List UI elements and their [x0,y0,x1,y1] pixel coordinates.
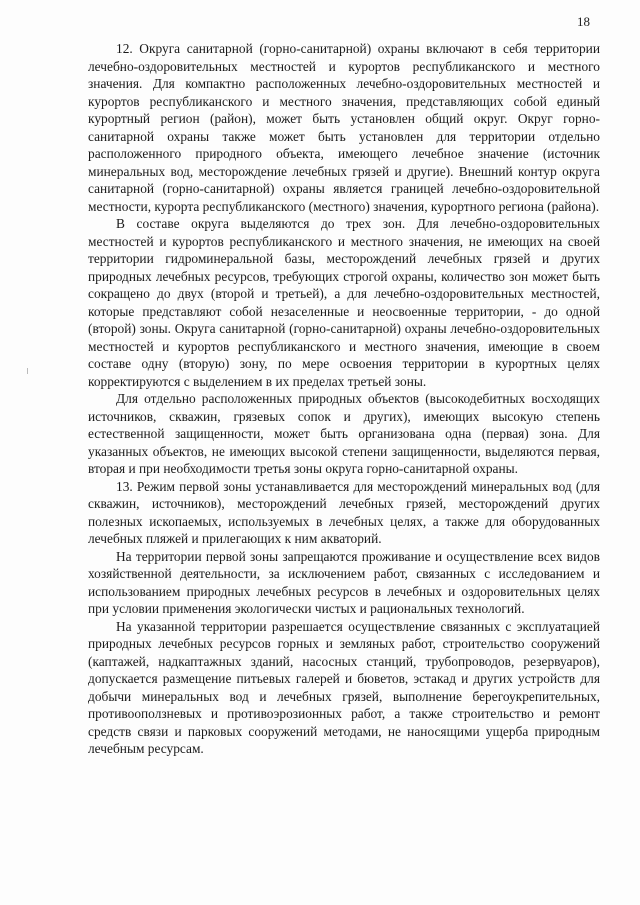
page-number: 18 [577,14,590,29]
paragraph-12: 12. Округа санитарной (горно-санитарной) охраны включают в себя территории лечебно-оздоровительных местностей и курортов республиканского и местного значения. Для компактно расположенных лечебно-оздоровительных местностей и курортов республиканского и местного значения, представляющих собой единый курортный регион (район), может быть установлен общий округ. Округ горно-санитарной охраны также может быть установлен для территории отдельно расположенного природного объекта, имеющего лечебное значение (источник минеральных вод, месторождение лечебных грязей и другие). Внешний контур округа санитарной (горно-санитарной) охраны является границей лечебно-оздоровительной местности, курорта республиканского (местного) значения, курортного региона (района). [88,41,600,214]
document-body [88,40,600,758]
paragraph-natural-objects: Для отдельно расположенных природных объектов (высокодебитных восходящих источников, скважин, грязевых сопок и других), имеющих высокую степень естественной защищенности, может быть организована одна (первая) зона. Для указанных объектов, не имеющих высокой степени защищенности, выделяются первая, вторая и при необходимости третья зоны округа горно-санитарной охраны. [88,391,600,476]
paragraph-zones: В составе округа выделяются до трех зон. Для лечебно-оздоровительных местностей и курортов республиканского и местного значения, не имеющих на своей территории гидроминеральной базы, месторождений лечебных грязей и других природных лечебных ресурсов, требующих строгой охраны, количество зон может быть сокращено до двух (второй и третьей), а для лечебно-оздоровительных местностей, которые представляют собой незаселенные и неосвоенные территории, - до одной (второй) зоны. Округа санитарной (горно-санитарной) охраны лечебно-оздоровительных местностей и курортов республиканского и местного значения, имеющие в своем составе одну (вторую) зону, по мере освоения территории в курортных целях корректируются с выделением в их пределах третьей зоны. [88,216,600,389]
paragraph-13: 13. Режим первой зоны устанавливается для месторождений минеральных вод (для скважин, источников), месторождений лечебных грязей, месторождений других полезных ископаемых, используемых в лечебных целях, а также для оборудованных лечебных пляжей и прилегающих к ним акваторий. [88,478,600,546]
paragraph-first-zone-permissions: На указанной территории разрешается осуществление связанных с эксплуатацией природных лечебных ресурсов горных и земляных работ, строительство сооружений (каптажей, надкаптажных зданий, насосных станций, трубопроводов, резервуаров), допускается размещение питьевых галерей и бюветов, эстакад и других устройств для добычи минеральных вод и лечебных грязей, выполнение берегоукрепительных, противооползневых и противоэрозионных работ, а также строительство и ремонт средств связи и парковых сооружений методами, не наносящими ущерба природным лечебным ресурсам. [88,618,600,756]
paragraph-first-zone-prohibitions: На территории первой зоны запрещаются проживание и осуществление всех видов хозяйственной деятельности, за исключением работ, связанных с исследованием и использованием природных лечебных ресурсов в лечебных и оздоровительных целях при условии применения экологически чистых и рациональных технологий. [88,548,600,616]
scan-mark [27,368,28,374]
